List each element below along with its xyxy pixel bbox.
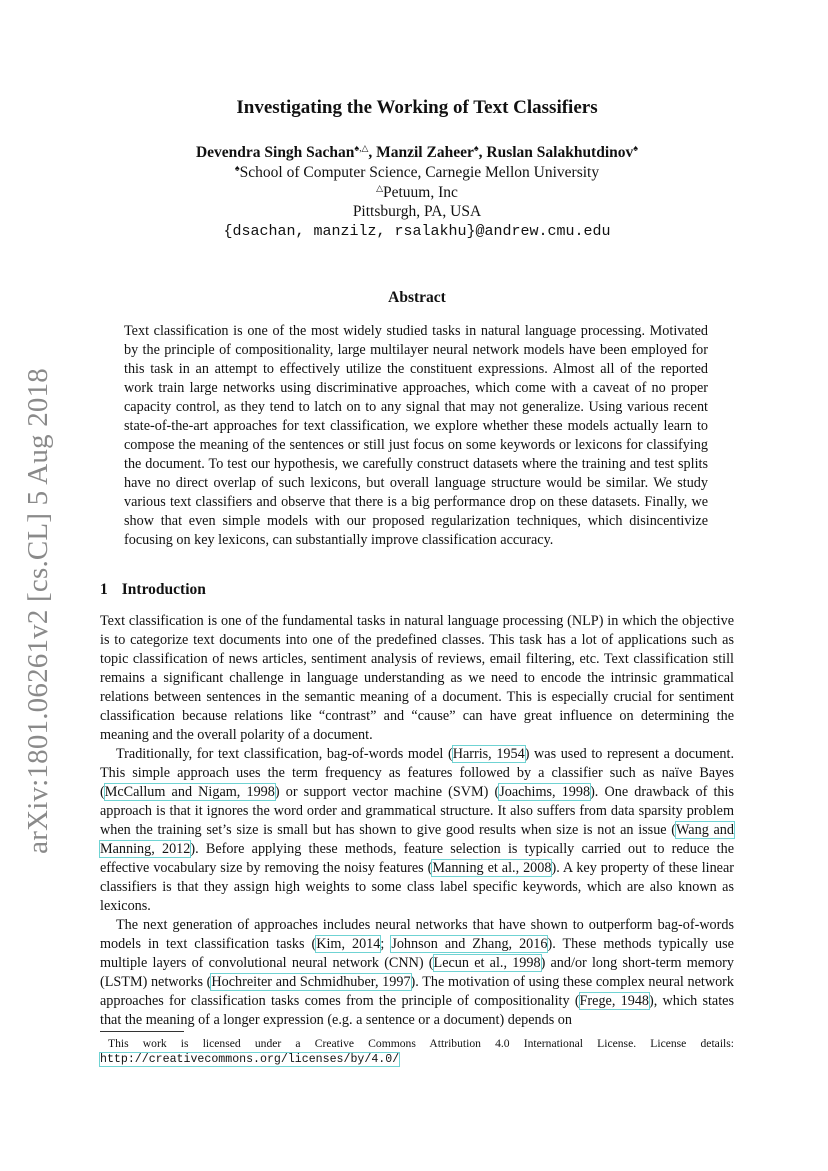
footnote-divider [100,1031,184,1032]
text-run: Traditionally, for text classification, bag-of-words model ( [116,746,453,762]
footnote-text: This work is licensed under a Creative Commons Attribution 4.0 International License. License details: [108,1037,734,1050]
license-footnote [100,1036,734,1067]
introduction-body [100,612,734,1030]
citation-link[interactable]: Hochreiter and Schmidhuber, 1997 [211,974,411,990]
text-run: The next generation of approaches includes neural networks that have shown to outperform bag-of-words models in text classification tasks ( [100,917,734,952]
affiliation-line [100,183,734,202]
author-list: Devendra Singh Sachan♠,△, Manzil Zaheer♠, Ruslan Salakhutdinov♠ [195,143,639,162]
affiliation-text: Pittsburgh, PA, USA [352,203,482,220]
citation-link[interactable]: McCallum and Nigam, 1998 [104,784,275,800]
author-affiliation-mark: ♠ [633,143,639,153]
paragraph: Text classification is one of the fundamental tasks in natural language processing (NLP) in which the objective is to categorize text documents into one of the predefined classes. This task has a lot of applications such as topic classification of news articles, sentiment analysis of reviews, email filtering, etc. Text classification still remains a significant challenge in language understanding as we need to encode the intrinsic grammatical relations between sentences in the semantic meaning of a document. This is especially crucial for sentiment classification because relations like “contrast” and “cause” can have great influence on determining the meaning and the overall polarity of a document. [100,613,734,743]
abstract-heading: Abstract [388,289,446,306]
author-emails: {dsachan, manzilz, rsalakhu}@andrew.cmu.edu [223,223,611,240]
text-run: ). One drawback of this approach is that it ignores the word order and grammatical structure. It also suffers from data sparsity problem when the training set’s size is small but has shown to give good results when size is not an issue ( [100,784,734,838]
citation-link[interactable]: Wang and Manning, 2012 [100,822,734,857]
text-run: ). These methods typically use multiple layers of convolutional neural network (CNN) ( [100,936,734,971]
author-name: Manzil Zaheer [376,144,474,162]
affiliation-mark: ♠ [234,163,240,173]
affiliation-text: Petuum, Inc [383,184,458,202]
section-title: Introduction [121,581,206,598]
text-run: ; [380,936,392,952]
citation-link[interactable]: Frege, 1948 [579,993,650,1009]
paper-title: Investigating the Working of Text Classifiers [236,97,598,118]
license-url-link[interactable]: http://creativecommons.org/licenses/by/4.0/ [100,1053,400,1066]
citation-link[interactable]: Johnson and Zhang, 2016 [391,936,548,952]
citation-link[interactable]: Lecun et al., 1998 [433,955,541,971]
section-heading [100,581,206,599]
author-affiliation-mark: ♠ [473,143,479,153]
citation-link[interactable]: Manning et al., 2008 [432,860,552,876]
arxiv-identifier: arXiv:1801.06261v2 [cs.CL] 5 Aug 2018 [22,368,54,854]
text-run: ) and/or long short-term memory (LSTM) networks ( [100,955,734,990]
abstract-text: Text classification is one of the most widely studied tasks in natural language processing. Motivated by the principle of compositionality, large multilayer neural network models have been employed for this task in an attempt to effectively utilize the constituent expressions. Almost all of the reported work train large networks using discriminative approaches, which come with a caveat of no proper capacity control, as they tend to latch on to any signal that may not generalize. Using various recent state-of-the-art approaches for text classification, we explore whether these models actually learn to compose the meaning of the sentences or still just focus on some keywords or lexicons for classifying the document. To test our hypothesis, we carefully construct datasets where the training and test splits have no direct overlap of such lexicons, but overall language structure would be similar. We study various text classifiers and observe that there is a big performance drop on these datasets. Finally, we show that even simple models with our proposed regularization techniques, which disincentivize focusing on key lexicons, can substantially improve classification accuracy. [124,323,708,548]
paragraph [100,745,734,916]
author-affiliation-mark: ♠,△ [354,143,369,153]
text-run: ). The motivation of using these complex neural network approaches for classification tasks comes from the principle of compositionality ( [100,974,734,1009]
text-run: ) was used to represent a document. This simple approach uses the term frequency as features followed by a classifier such as naïve Bayes ( [100,746,734,800]
author-name: Ruslan Salakhutdinov [486,144,634,162]
citation-link[interactable]: Kim, 2014 [316,936,381,952]
paragraph [100,916,734,1030]
text-run: ) or support vector machine (SVM) ( [274,784,500,800]
section-number: 1 [100,581,108,598]
text-run: ). Before applying these methods, feature selection is typically carried out to reduce the effective vocabulary size by removing the noisy features ( [100,841,734,876]
affiliation-line [100,203,734,221]
author-name: Devendra Singh Sachan [195,144,355,162]
affiliation-line [100,163,734,182]
affiliation-mark: △ [376,183,383,193]
text-run: ). A key property of these linear classifiers is that they assign high weights to some class label specific keywords, which are also known as lexicons. [100,860,734,914]
text-run: ), which states that the meaning of a longer expression (e.g. a sentence or a document) depends on [100,993,734,1028]
affiliation-text: School of Computer Science, Carnegie Mellon University [239,164,600,182]
citation-link[interactable]: Joachims, 1998 [499,784,591,800]
arxiv-identifier-stamp [22,368,54,854]
citation-link[interactable]: Harris, 1954 [452,746,525,762]
